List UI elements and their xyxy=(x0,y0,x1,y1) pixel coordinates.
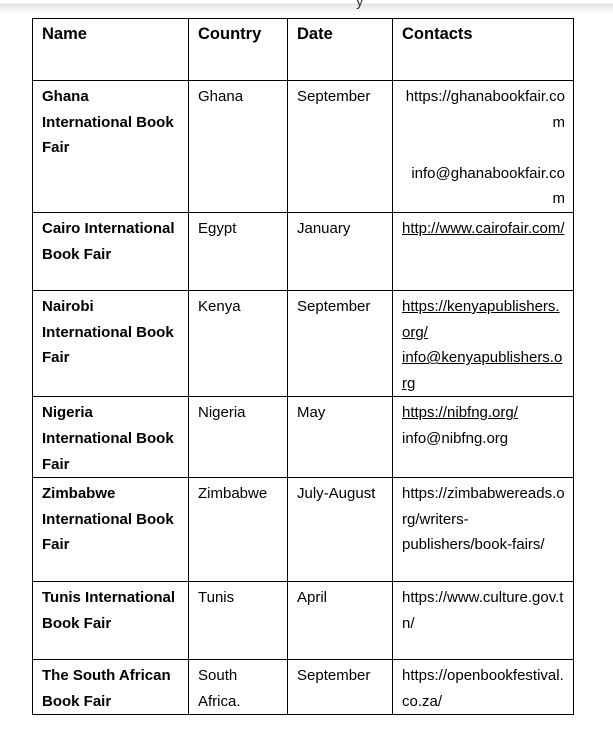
fair-date: September xyxy=(288,81,393,213)
contact-email-link[interactable]: info@kenyapublishers.org xyxy=(402,349,563,392)
fair-date: January xyxy=(288,212,393,290)
contact-website-link[interactable]: http://www.cairofair.com/ xyxy=(402,219,565,237)
table-row xyxy=(33,81,574,213)
book-fairs-table xyxy=(32,18,574,715)
column-header-country: Country xyxy=(189,19,288,81)
fair-name: The South African Book Fair xyxy=(33,660,189,715)
fair-name: Nairobi International Book Fair xyxy=(33,290,189,396)
fair-contacts xyxy=(393,397,574,478)
page-break-shadow xyxy=(0,0,613,14)
fair-contacts xyxy=(393,582,574,660)
table-header-row xyxy=(33,19,574,81)
previous-page-text-fragment xyxy=(356,0,360,3)
fair-country: Zimbabwe xyxy=(189,478,288,582)
contact-website-link[interactable]: https://kenyapublishers.org/ xyxy=(402,297,560,341)
contact-website[interactable]: https://openbookfestival.co.za/ xyxy=(402,667,564,710)
fair-name: Ghana International Book Fair xyxy=(33,81,189,213)
contact-website[interactable]: https://ghanabookfair.com xyxy=(405,88,565,131)
fair-date: May xyxy=(288,397,393,478)
table-row xyxy=(33,290,574,396)
fair-date: September xyxy=(288,290,393,396)
fair-contacts xyxy=(393,212,574,290)
fair-name: Cairo International Book Fair xyxy=(33,212,189,290)
contact-email[interactable]: info@ghanabookfair.com xyxy=(411,164,565,208)
fair-contacts xyxy=(393,81,574,213)
fair-country: Tunis xyxy=(189,582,288,660)
contact-website[interactable]: https://www.culture.gov.tn/ xyxy=(402,589,564,632)
fair-name: Nigeria International Book Fair xyxy=(33,397,189,478)
fair-date: September xyxy=(288,660,393,715)
column-header-contacts: Contacts xyxy=(393,19,574,81)
table-row xyxy=(33,660,574,715)
fair-country: Ghana xyxy=(189,81,288,213)
fair-date: July-August xyxy=(288,478,393,582)
fair-country: Kenya xyxy=(189,290,288,396)
fair-contacts xyxy=(393,290,574,396)
table-row xyxy=(33,478,574,582)
column-header-name: Name xyxy=(33,19,189,81)
table-row xyxy=(33,397,574,478)
fair-date: April xyxy=(288,582,393,660)
fair-name: Tunis International Book Fair xyxy=(33,582,189,660)
fair-contacts xyxy=(393,660,574,715)
fair-country: Nigeria xyxy=(189,397,288,478)
contact-website-link[interactable]: https://nibfng.org/ xyxy=(402,404,518,422)
table-row xyxy=(33,582,574,660)
contact-website[interactable]: https://zimbabwereads.org/writers-publishers/book-fairs/ xyxy=(402,485,565,554)
fair-contacts xyxy=(393,478,574,582)
contact-email[interactable]: info@nibfng.org xyxy=(402,429,509,447)
contact-spacer xyxy=(402,135,565,161)
fair-name: Zimbabwe International Book Fair xyxy=(33,478,189,582)
column-header-date: Date xyxy=(288,19,393,81)
fair-country: Egypt xyxy=(189,212,288,290)
table-row xyxy=(33,212,574,290)
contact-website-wrapper xyxy=(402,400,565,426)
fair-country: South Africa. xyxy=(189,660,288,715)
